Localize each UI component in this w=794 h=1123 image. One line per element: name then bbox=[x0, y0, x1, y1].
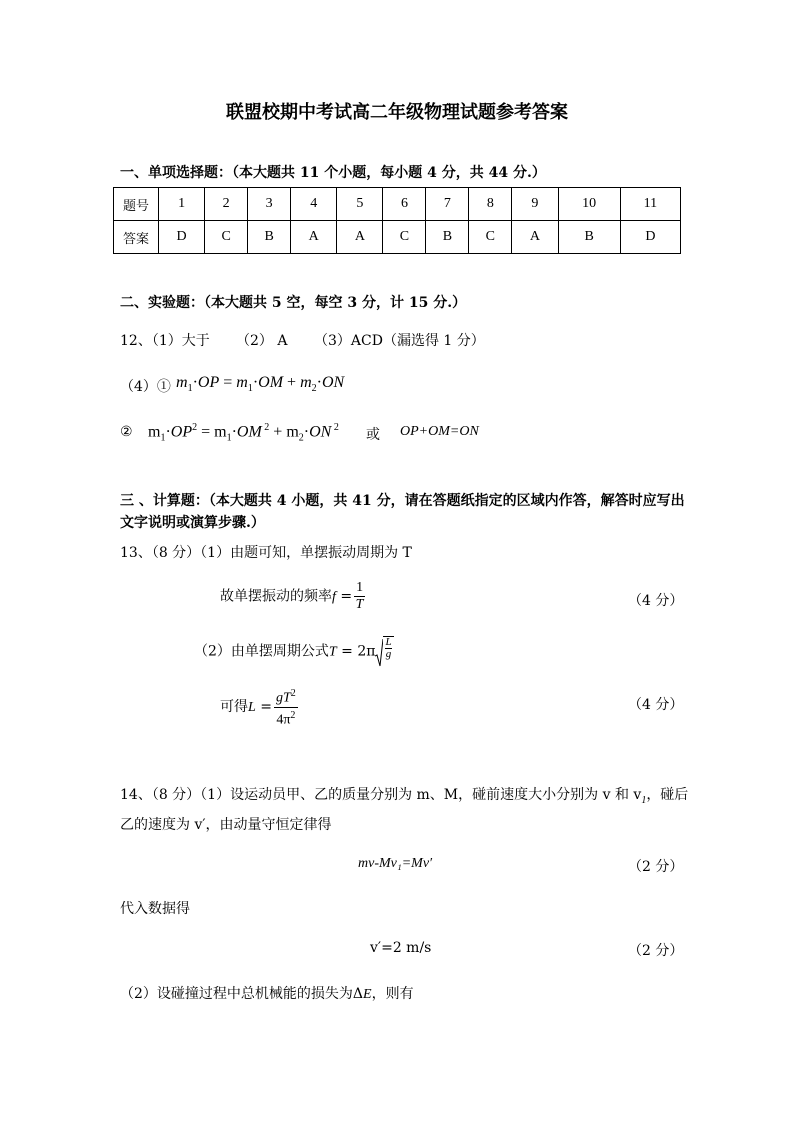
section1-heading: 一、单项选择题：（本大题共 11 个小题，每小题 4 分，共 44 分.） bbox=[120, 165, 546, 181]
table-cell: A bbox=[512, 221, 558, 254]
q13-period-formula: （2）由单摆周期公式T = 2π $\frac{L}{g}$ bbox=[194, 636, 394, 667]
section3-heading-2: 文字说明或演算步骤.） bbox=[120, 515, 265, 531]
table-cell: B bbox=[426, 221, 469, 254]
q13-frequency: 故单摆振动的频率f = $\frac{1}{T}$ bbox=[220, 580, 364, 612]
table-cell: A bbox=[337, 221, 383, 254]
section2-heading: 二、实验题：（本大题共 5 空，每空 3 分，计 15 分.） bbox=[120, 295, 467, 311]
q12-part2: （2） A bbox=[236, 333, 288, 349]
table-cell: D bbox=[620, 221, 680, 254]
table-cell: C bbox=[469, 221, 512, 254]
q14-line1: 14、（8 分）（1）设运动员甲、乙的质量分别为 m、M，碰前速度大小分别为 v 和 $v_1$，碰后 bbox=[120, 787, 689, 806]
q14-momentum-equation: mv-Mv₁=Mv′ bbox=[358, 856, 433, 871]
row-label: 题号 bbox=[114, 188, 159, 221]
q13-result: 可得L = $\frac{gT^2}{4\pi^2}$ bbox=[220, 688, 296, 728]
q13-part2-text: （2）由单摆周期公式 bbox=[194, 643, 329, 660]
sqrt-sign-icon bbox=[375, 639, 383, 667]
table-cell: 6 bbox=[383, 188, 426, 221]
answer-table bbox=[113, 187, 681, 254]
q12-circle-2: ② bbox=[120, 424, 133, 440]
table-cell: 1 bbox=[159, 188, 205, 221]
q13-intro: 13、（8 分）（1）由题可知，单摆振动周期为 T bbox=[120, 545, 412, 561]
score-label: （4 分） bbox=[628, 697, 684, 713]
q14-line1-tail: ，碰后 bbox=[646, 787, 689, 803]
q14-velocity-result: v′=2 m/s bbox=[370, 940, 432, 956]
q12-part1: 12、（1）大于 bbox=[120, 333, 210, 349]
q12-or: 或 bbox=[366, 427, 380, 443]
score-label: （2 分） bbox=[628, 943, 684, 959]
table-cell: B bbox=[558, 221, 620, 254]
q14-part2-tail: ，则有 bbox=[371, 986, 414, 1002]
table-cell: D bbox=[159, 221, 205, 254]
q14-part2-text: （2）设碰撞过程中总机械能的损失为 bbox=[120, 986, 353, 1002]
q12-part3: （3）ACD（漏选得 1 分） bbox=[314, 333, 485, 349]
table-cell: 3 bbox=[248, 188, 291, 221]
q12-alt-equation: OP+OM=ON bbox=[400, 424, 479, 439]
q13-frequency-text: 故单摆振动的频率 bbox=[220, 588, 332, 605]
q14-line2: 乙的速度为 v′，由动量守恒定律得 bbox=[120, 817, 332, 833]
table-cell: 8 bbox=[469, 188, 512, 221]
page-title: 联盟校期中考试高二年级物理试题参考答案 bbox=[226, 102, 568, 123]
table-cell: A bbox=[291, 221, 337, 254]
table-row-answers bbox=[114, 221, 681, 254]
table-cell: 7 bbox=[426, 188, 469, 221]
q12-equation-1: $m_1\cdot OP = m_1\cdot OM + m_2\cdot ON$ bbox=[176, 374, 345, 395]
row-label: 答案 bbox=[114, 221, 159, 254]
score-label: （2 分） bbox=[628, 859, 684, 875]
q14-line1-text: 14、（8 分）（1）设运动员甲、乙的质量分别为 m、M，碰前速度大小分别为 v 和 v bbox=[120, 787, 642, 803]
table-cell: 2 bbox=[205, 188, 248, 221]
table-cell: 4 bbox=[291, 188, 337, 221]
q12-part4-label: （4）① bbox=[120, 379, 171, 395]
table-row-numbers bbox=[114, 188, 681, 221]
table-cell: 9 bbox=[512, 188, 558, 221]
section3-heading-1: 三 、计算题：（本大题共 4 小题，共 41 分，请在答题纸指定的区域内作答，解答时应写出 bbox=[120, 493, 685, 509]
table-cell: 10 bbox=[558, 188, 620, 221]
table-cell: C bbox=[205, 221, 248, 254]
table-cell: C bbox=[383, 221, 426, 254]
score-label: （4 分） bbox=[628, 593, 684, 609]
q14-part2: （2）设碰撞过程中总机械能的损失为ΔE，则有 bbox=[120, 986, 414, 1002]
q13-result-text: 可得 bbox=[220, 699, 248, 716]
table-cell: B bbox=[248, 221, 291, 254]
q12-equation-2: $m_1\cdot OP^2 = m_1\cdot OM$ $^2 + m_2\cdot ON$ $^2$ bbox=[148, 422, 339, 444]
table-cell: 5 bbox=[337, 188, 383, 221]
table-cell: 11 bbox=[620, 188, 680, 221]
q14-substitute: 代入数据得 bbox=[120, 901, 190, 917]
